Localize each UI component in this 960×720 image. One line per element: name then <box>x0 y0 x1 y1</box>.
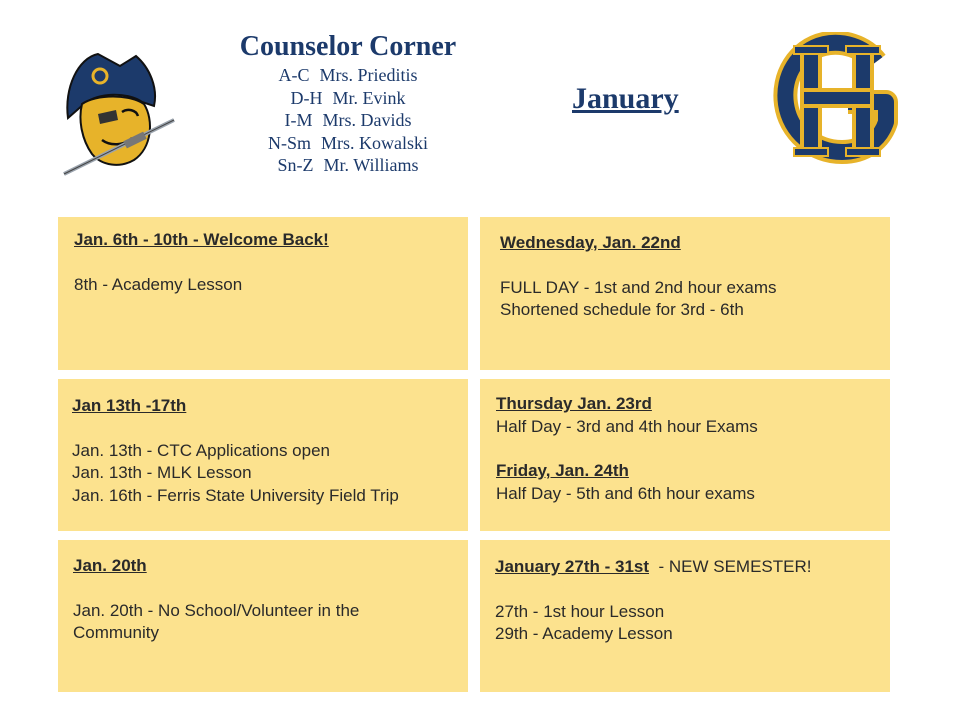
exam-box-jan-22 <box>480 217 890 370</box>
counselor-name: Mrs. Davids <box>322 110 412 130</box>
alpha-range: Sn-Z <box>277 155 314 175</box>
week-box-jan-27 <box>480 540 890 692</box>
alpha-range: N-Sm <box>267 132 311 153</box>
week-box-jan-13 <box>58 379 468 531</box>
gh-monogram-logo <box>772 32 904 166</box>
exam-box-jan-23-24 <box>480 379 890 531</box>
counselor-name: Mr. Williams <box>323 155 419 175</box>
counselor-row <box>190 64 506 87</box>
event-line: Half Day - 3rd and 4th hour Exams <box>496 416 758 436</box>
counselor-row <box>190 154 506 177</box>
event-line: 8th - Academy Lesson <box>74 274 243 294</box>
counselor-row <box>190 87 506 110</box>
counselor-row <box>190 109 506 132</box>
counselor-name: Mrs. Kowalski <box>321 132 428 153</box>
box-heading: Jan. 20th <box>73 556 147 575</box>
event-line: Jan. 13th - CTC Applications open <box>72 440 330 460</box>
event-line: Jan. 20th - No School/Volunteer in the <box>73 600 360 620</box>
box-heading: Jan 13th -17th <box>72 396 187 415</box>
month-heading: January <box>572 82 679 115</box>
alpha-range: D-H <box>290 87 323 108</box>
event-line: FULL DAY - 1st and 2nd hour exams <box>500 277 777 297</box>
counselor-row <box>190 132 506 155</box>
event-line: Half Day - 5th and 6th hour exams <box>496 483 755 503</box>
box-heading-row <box>495 556 890 579</box>
event-line: Jan. 13th - MLK Lesson <box>72 463 252 482</box>
page-title: Counselor Corner <box>239 31 457 62</box>
event-line: 27th - 1st hour Lesson <box>495 601 665 621</box>
alpha-range: I-M <box>284 110 313 130</box>
pirate-mascot-logo <box>58 48 180 178</box>
week-box-jan-20 <box>58 540 468 692</box>
box-heading: Jan. 6th - 10th - Welcome Back! <box>74 230 329 249</box>
box-heading: Friday, Jan. 24th <box>496 461 629 480</box>
box-heading: Wednesday, Jan. 22nd <box>500 233 681 252</box>
event-line: Community <box>73 623 159 642</box>
counselor-name: Mr. Evink <box>332 87 406 108</box>
week-box-jan-6 <box>58 217 468 370</box>
alpha-range: A-C <box>278 65 310 85</box>
event-line: Shortened schedule for 3rd - 6th <box>500 300 744 319</box>
box-heading: Thursday Jan. 23rd <box>496 394 652 413</box>
counselor-name: Mrs. Prieditis <box>319 65 418 85</box>
event-line: 29th - Academy Lesson <box>495 624 673 643</box>
box-heading: January 27th - 31st <box>495 557 650 576</box>
counselor-header <box>190 30 506 177</box>
box-heading-suffix: - NEW SEMESTER! <box>649 557 812 576</box>
event-line: Jan. 16th - Ferris State University Field Trip <box>72 485 399 505</box>
